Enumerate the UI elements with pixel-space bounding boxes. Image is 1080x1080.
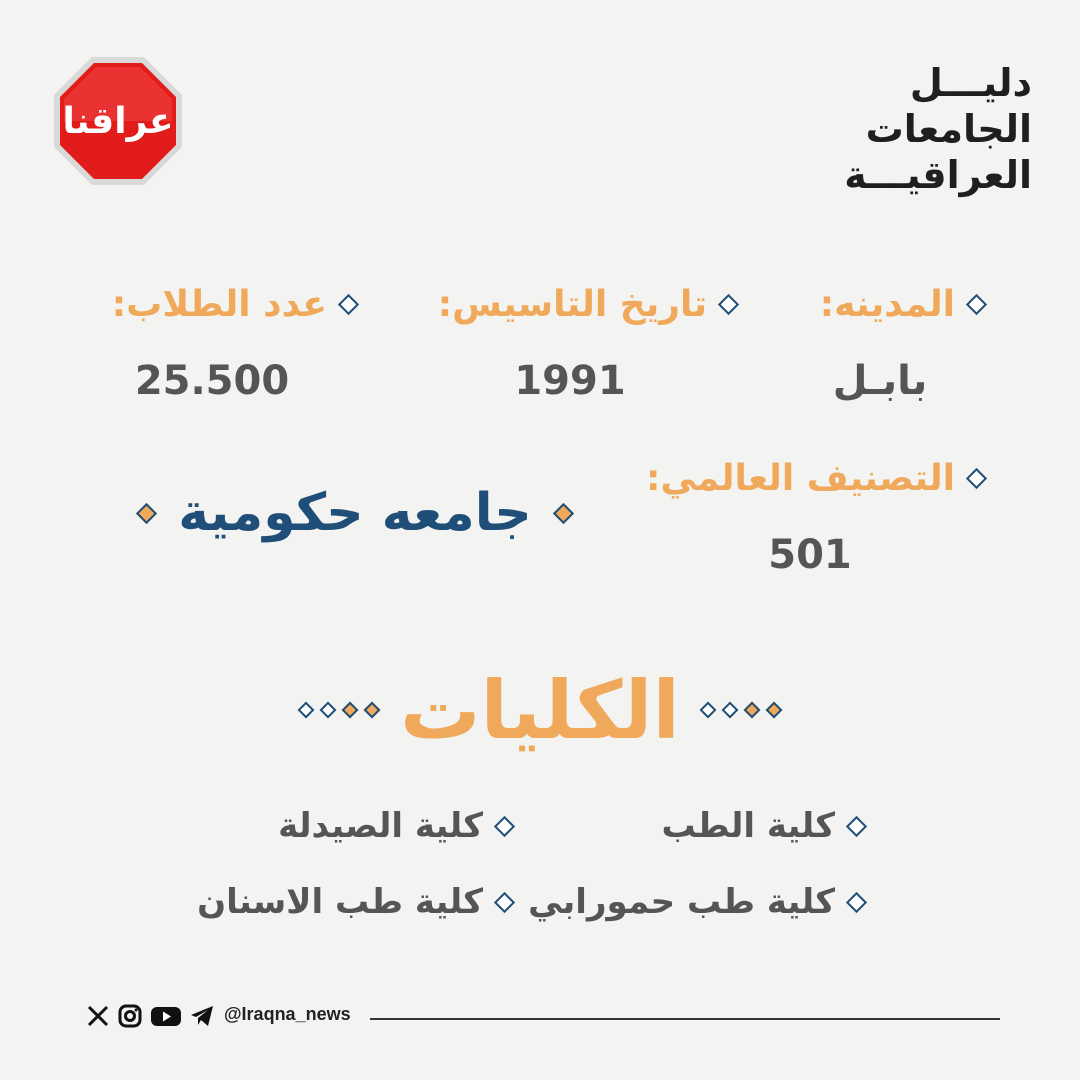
founded-label: تاريخ التاسيس: xyxy=(437,284,707,325)
ranking-label-row xyxy=(646,458,984,499)
list-item xyxy=(197,882,512,922)
colleges-heading xyxy=(300,660,780,760)
diamond-bullet-icon xyxy=(966,294,987,315)
college-name: كلية طب الاسنان xyxy=(197,882,483,922)
college-name: كلية طب حمورابي xyxy=(528,882,835,922)
students-label-row xyxy=(112,284,356,325)
decorative-dots-left xyxy=(300,704,378,716)
decorative-dots-right xyxy=(702,704,780,716)
diamond-dot-icon xyxy=(298,702,315,719)
list-item xyxy=(661,806,864,846)
city-value: بابـل xyxy=(832,358,928,404)
brand-line-3: العراقيـــة xyxy=(844,153,1032,197)
diamond-bullet-icon xyxy=(494,891,515,912)
students-value: 25.500 xyxy=(134,358,290,404)
diamond-dot-icon xyxy=(699,702,716,719)
college-name: كلية الطب xyxy=(661,806,835,846)
diamond-bullet-icon xyxy=(966,468,987,489)
diamond-dot-icon xyxy=(364,702,381,719)
founded-value: 1991 xyxy=(514,358,626,404)
students-label: عدد الطلاب: xyxy=(111,284,327,325)
colleges-title: الكليات xyxy=(400,663,680,757)
diamond-bullet-icon xyxy=(718,294,739,315)
diamond-dot-icon xyxy=(743,702,760,719)
university-type xyxy=(120,478,590,548)
list-item xyxy=(278,806,512,846)
diamond-bullet-icon xyxy=(494,815,515,836)
x-icon[interactable] xyxy=(84,1002,112,1030)
diamond-bullet-icon xyxy=(553,502,574,523)
diamond-dot-icon xyxy=(765,702,782,719)
city-label-row xyxy=(820,284,984,325)
diamond-dot-icon xyxy=(320,702,337,719)
diamond-bullet-icon xyxy=(846,815,867,836)
diamond-dot-icon xyxy=(721,702,738,719)
diamond-bullet-icon xyxy=(338,294,359,315)
list-item xyxy=(528,882,864,922)
ranking-value: 501 xyxy=(768,532,852,578)
instagram-icon[interactable] xyxy=(116,1002,144,1030)
logo-text: عراقنا xyxy=(62,100,174,142)
social-handle[interactable]: @Iraqna_news xyxy=(224,1004,351,1024)
brand-line-2: الجامعات xyxy=(865,107,1032,151)
city-label: المدينه: xyxy=(819,284,955,325)
diamond-dot-icon xyxy=(342,702,359,719)
university-type-text: جامعه حكومية xyxy=(178,483,532,543)
founded-label-row xyxy=(438,284,736,325)
youtube-icon[interactable] xyxy=(150,1002,182,1030)
college-name: كلية الصيدلة xyxy=(278,806,483,846)
diamond-bullet-icon xyxy=(846,891,867,912)
brand-title xyxy=(812,60,1032,198)
brand-line-1: دليـــل xyxy=(909,61,1032,105)
telegram-icon[interactable] xyxy=(188,1002,216,1030)
footer-divider xyxy=(370,1018,1000,1020)
diamond-bullet-icon xyxy=(136,502,157,523)
ranking-label: التصنيف العالمي: xyxy=(646,458,955,499)
